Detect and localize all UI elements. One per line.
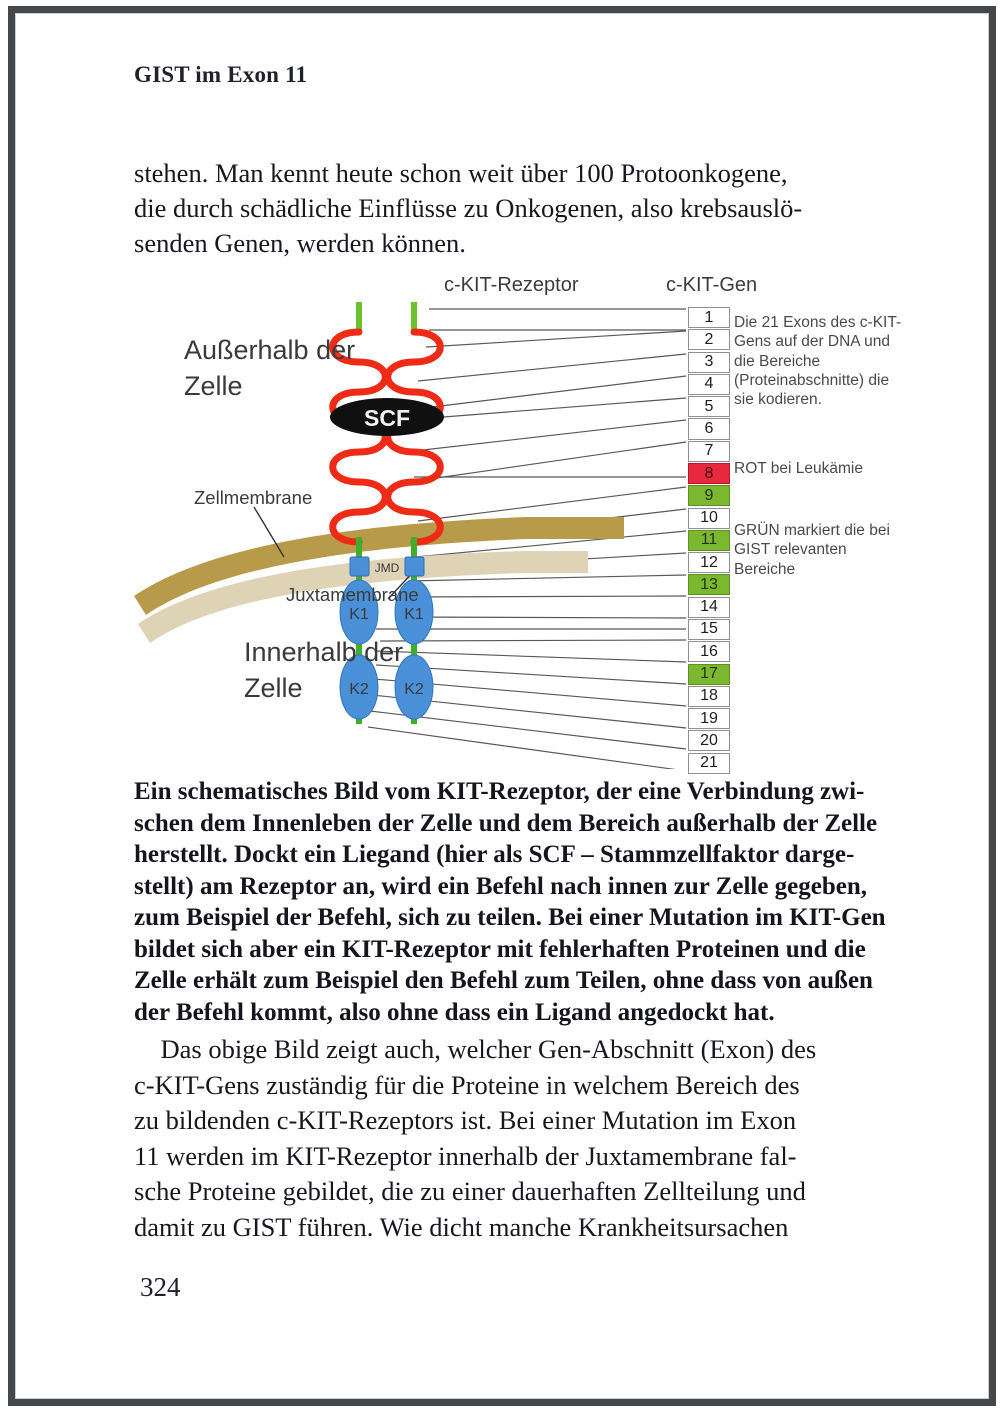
kit-receptor-figure [126, 269, 902, 772]
exon-box-13: 13 [688, 574, 730, 595]
last-line-4: 11 werden im KIT-Rezeptor innerhalb der Juxtamembrane fal- [134, 1140, 797, 1171]
caption-line-4: stellt) am Rezeptor an, wird ein Befehl nach innen zur Zelle gegeben, [134, 872, 868, 900]
caption-line-3: herstellt. Dockt ein Liegand (hier als SCF – Stammzellfaktor darge- [134, 841, 855, 868]
caption-line-1: Ein schematisches Bild vom KIT-Rezeptor, der eine Verbindung zwi- [134, 778, 865, 805]
exon-box-15: 15 [688, 619, 730, 640]
paragraph-last [134, 1032, 902, 1245]
exon-box-10: 10 [688, 508, 730, 529]
label-cell-membrane: Zellmembrane [194, 487, 313, 508]
kinase-domain-k2-right: K2 [404, 681, 424, 698]
page-frame [8, 6, 996, 1406]
last-line-3: zu bildenden c-KIT-Rezeptors ist. Bei einer Mutation im Exon [134, 1105, 797, 1135]
figure-title-gene: c-KIT-Gen [666, 274, 758, 296]
caption-line-2: schen dem Innenleben der Zelle und dem Bereich außerhalb der Zelle [134, 809, 878, 837]
intro-line-1: stehen. Man kennt heute schon weit über 100 Protoonkogene, [134, 158, 788, 188]
exon-box-18: 18 [688, 686, 730, 707]
intro-line-3: senden Genen, werden können. [134, 228, 466, 258]
exon-box-2: 2 [688, 329, 730, 350]
exon-box-21: 21 [688, 753, 730, 774]
exon-box-4: 4 [688, 374, 730, 395]
annotation-green-legend: GRÜN markiert die bei GIST relevanten Bereiche [734, 522, 890, 578]
exon-box-9: 9 [688, 485, 730, 506]
label-juxtamembrane: Juxtamembrane [286, 584, 419, 605]
exon-box-16: 16 [688, 641, 730, 662]
kinase-domain-k1-left: K1 [349, 606, 369, 623]
exon-box-6: 6 [688, 418, 730, 439]
caption-line-8: der Befehl kommt, also ohne dass ein Ligand angedockt hat. [134, 998, 775, 1026]
exon-box-17: 17 [688, 664, 730, 685]
paragraph-intro [134, 156, 894, 261]
figure-title-receptor: c-KIT-Rezeptor [444, 274, 579, 296]
exon-box-11: 11 [688, 530, 730, 551]
exon-box-19: 19 [688, 708, 730, 729]
kinase-domain-k1-right: K1 [404, 606, 424, 623]
exon-box-14: 14 [688, 597, 730, 618]
exon-box-1: 1 [688, 307, 730, 328]
last-line-2: c-KIT-Gens zuständig für die Proteine in welchem Bereich des [134, 1069, 800, 1100]
intro-line-2: die durch schädliche Einflüsse zu Onkogenen, also krebsauslö- [134, 193, 803, 223]
kinase-domain-k2-left: K2 [349, 681, 369, 698]
label-inside-cell: Innerhalb der Zelle [244, 637, 404, 703]
exon-box-7: 7 [688, 441, 730, 462]
caption-line-6: bildet sich aber ein KIT-Rezeptor mit fehlerhaften Proteinen und die [134, 935, 866, 963]
exon-list [688, 307, 730, 775]
last-line-5: sche Proteine gebildet, die zu einer dauerhaften Zellteilung und [134, 1176, 806, 1206]
figure-caption [134, 776, 902, 1028]
last-line-6: damit zu GIST führen. Wie dicht manche Krankheitsursachen [134, 1211, 789, 1242]
annotation-exons: Die 21 Exons des c-KIT-Gens auf der DNA und die Bereiche (Proteinabschnitte) die sie kodieren. [734, 314, 902, 409]
annotation-red-legend: ROT bei Leukämie [734, 460, 863, 477]
caption-line-7: Zelle erhält zum Beispiel den Befehl zum Teilen, ohne dass von außen [134, 967, 873, 994]
label-outside-cell: Außerhalb der Zelle [184, 335, 356, 401]
scf-label: SCF [364, 405, 410, 431]
exon-box-20: 20 [688, 730, 730, 751]
exon-box-8: 8 [688, 463, 730, 484]
exon-box-12: 12 [688, 552, 730, 573]
running-head: GIST im Exon 11 [134, 62, 308, 87]
page-surface [15, 13, 989, 1399]
last-line-1: Das obige Bild zeigt auch, welcher Gen-Abschnitt (Exon) des [134, 1034, 817, 1064]
caption-line-5: zum Beispiel der Befehl, sich zu teilen. Bei einer Mutation im KIT-Gen [134, 904, 886, 931]
page-number: 324 [140, 1272, 181, 1302]
jmd-label: JMD [374, 561, 400, 575]
exon-box-3: 3 [688, 352, 730, 373]
exon-box-5: 5 [688, 396, 730, 417]
